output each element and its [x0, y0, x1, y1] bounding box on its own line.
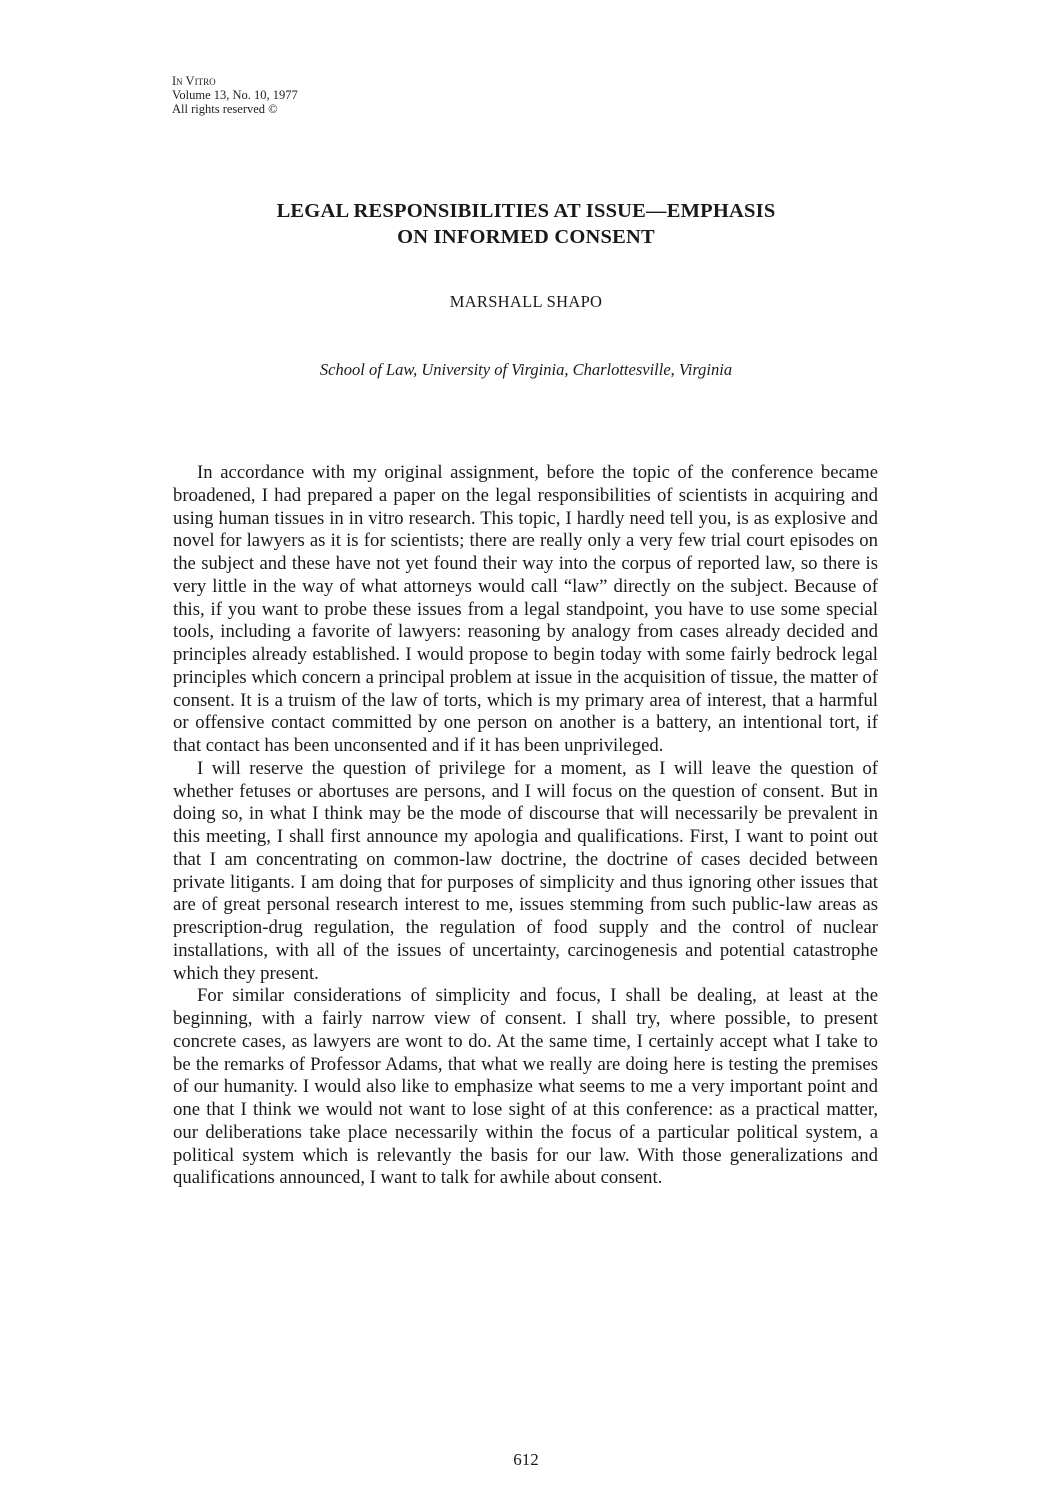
journal-header: [172, 74, 298, 116]
page-number: 612: [513, 1450, 539, 1469]
body-paragraph-1: In accordance with my original assignment, before the topic of the conference became broadened, I had prepared a paper on the legal responsibilities of scientists in acquiring and using human tissues in in vitro research. This topic, I hardly need tell you, is as explosive and novel for lawyers as it is for scientists; there are really only a very few trial court episodes on the subject and these have not yet found their way into the corpus of reported law, so there is very little in the way of what attorneys would call “law” directly on the subject. Because of this, if you want to probe these issues from a legal standpoint, you have to use some special tools, including a favorite of lawyers: reasoning by analogy from cases already decided and principles already established. I would propose to begin today with some fairly bedrock legal principles which concern a principal problem at issue in the acquisition of tissue, the matter of consent. It is a truism of the law of torts, which is my primary area of interest, that a harmful or offensive contact committed by one person on another is a battery, an intentional tort, if that contact has been unconsented and if it has been unprivileged.: [173, 462, 878, 756]
journal-name: In Vitro: [172, 74, 216, 88]
journal-volume: Volume 13, No. 10, 1977: [172, 88, 298, 102]
article-title: [172, 198, 880, 250]
title-line-1: LEGAL RESPONSIBILITIES AT ISSUE—EMPHASIS: [276, 200, 776, 222]
rights-notice: All rights reserved ©: [172, 102, 278, 116]
author-affiliation: School of Law, University of Virginia, Charlottesville, Virginia: [319, 360, 733, 379]
body-paragraph-2: I will reserve the question of privilege for a moment, as I will leave the question of whether fetuses or abortuses are persons, and I will focus on the question of consent. But in doing so, in what I think may be the mode of discourse that will necessarily be prevalent in this meeting, I shall first announce my apologia and qualifications. First, I want to point out that I am concentrating on common-law doctrine, the doctrine of cases decided between private litigants. I am doing that for purposes of simplicity and thus ignoring other issues that are of great personal research interest to me, issues stemming from such public-law areas as prescription-drug regulation, the regulation of food supply and the control of nuclear installations, with all of the issues of uncertainty, carcinogenesis and potential catastrophe which they present.: [173, 757, 878, 984]
author-name: MARSHALL SHAPO: [449, 292, 603, 311]
body-paragraph-3: For similar considerations of simplicity and focus, I shall be dealing, at least at the beginning, with a fairly narrow view of consent. I shall try, where possible, to present concrete cases, as lawyers are wont to do. At the same time, I certainly accept what I take to be the remarks of Professor Adams, that what we really are doing here is testing the premises of our humanity. I would also like to emphasize what seems to me a very important point and one that I think we would not want to lose sight of at this conference: as a practical matter, our deliberations take place necessarily within the focus of a particular political system, a political system which is relevantly the basis for our law. With those generalizations and qualifications announced, I want to talk for awhile about consent.: [173, 985, 878, 1189]
title-line-2: ON INFORMED CONSENT: [397, 226, 655, 248]
article-body: [173, 462, 878, 1190]
